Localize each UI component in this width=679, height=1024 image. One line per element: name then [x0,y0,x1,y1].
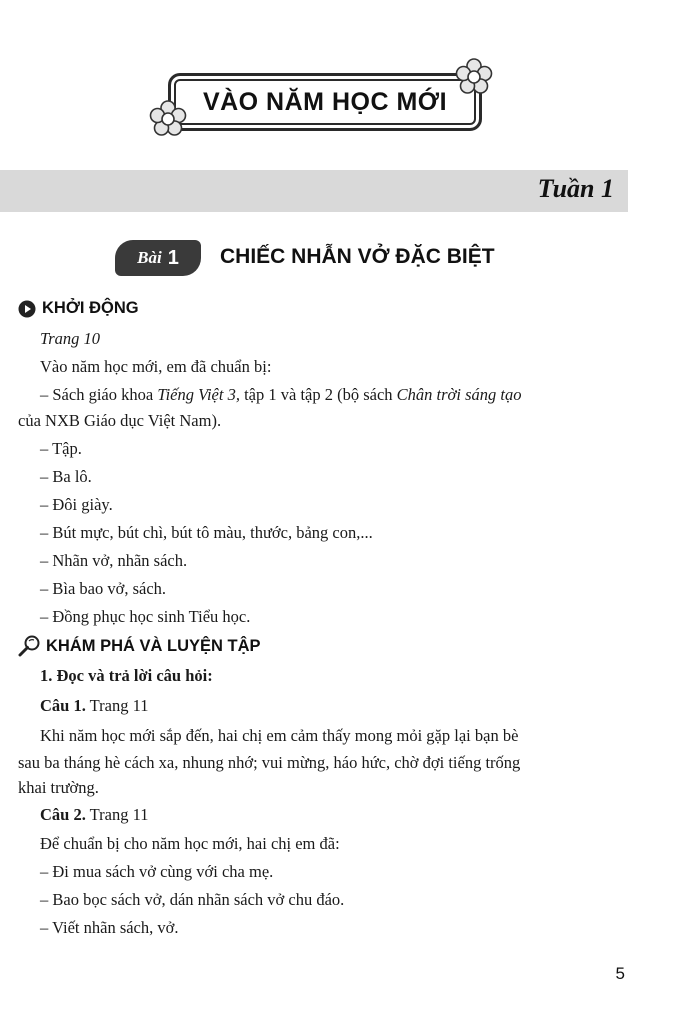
unit-title: VÀO NĂM HỌC MỚI [202,87,448,116]
week-label: Tuần 1 [537,174,614,203]
lesson-title: CHIẾC NHẪN VỞ ĐẶC BIỆT [220,245,495,268]
warmup-item: – Đồng phục học sinh Tiểu học. [40,607,251,626]
lesson-badge-number: 1 [167,246,179,269]
warmup-item: – Đôi giày. [40,495,113,514]
play-icon [18,300,36,318]
question-2-label: Câu 2. Trang 11 [40,805,149,824]
magnifier-icon [18,635,42,657]
explore-subheading: 1. Đọc và trả lời câu hỏi: [40,666,213,685]
question-2-item: – Đi mua sách vở cùng với cha mẹ. [40,862,274,881]
warmup-intro: Vào năm học mới, em đã chuẩn bị: [40,357,272,376]
warmup-item: – Nhãn vở, nhãn sách. [40,551,188,570]
question-1-answer-line: sau ba tháng hè cách xa, nhung nhớ; vui mừng, háo hức, chờ đợi tiếng trống [18,753,521,772]
warmup-item: – Bút mực, bút chì, bút tô màu, thước, bảng con,... [40,523,373,542]
warmup-item: – Ba lô. [40,467,92,486]
question-2-item: – Viết nhãn sách, vở. [40,918,179,937]
warmup-page-ref: Trang 10 [40,329,101,348]
explore-heading-label: KHÁM PHÁ VÀ LUYỆN TẬP [46,636,261,655]
page-number: 5 [615,964,625,983]
flower-left-icon [148,99,188,139]
explore-heading [18,635,261,657]
warmup-item-textbook-cont: của NXB Giáo dục Việt Nam). [18,411,222,430]
lesson-badge-word: Bài [137,248,162,267]
warmup-heading-label: KHỞI ĐỘNG [42,299,139,317]
warmup-item: – Bìa bao vở, sách. [40,579,167,598]
warmup-heading [18,299,139,318]
lesson-badge [115,240,201,276]
question-1-answer-line: khai trường. [18,778,99,797]
question-1-answer-line: Khi năm học mới sắp đến, hai chị em cảm thấy mong mỏi gặp lại bạn bè [40,726,519,745]
question-2-intro: Để chuẩn bị cho năm học mới, hai chị em đã: [40,834,340,853]
unit-title-box [168,73,482,131]
question-2-item: – Bao bọc sách vở, dán nhãn sách vở chu đáo. [40,890,345,909]
warmup-item: – Tập. [40,439,82,458]
question-1-label: Câu 1. Trang 11 [40,696,149,715]
week-band [0,170,628,212]
warmup-item-textbook: – Sách giáo khoa Tiếng Việt 3, tập 1 và tập 2 (bộ sách Chân trời sáng tạo [40,385,522,404]
flower-right-icon [454,57,494,97]
